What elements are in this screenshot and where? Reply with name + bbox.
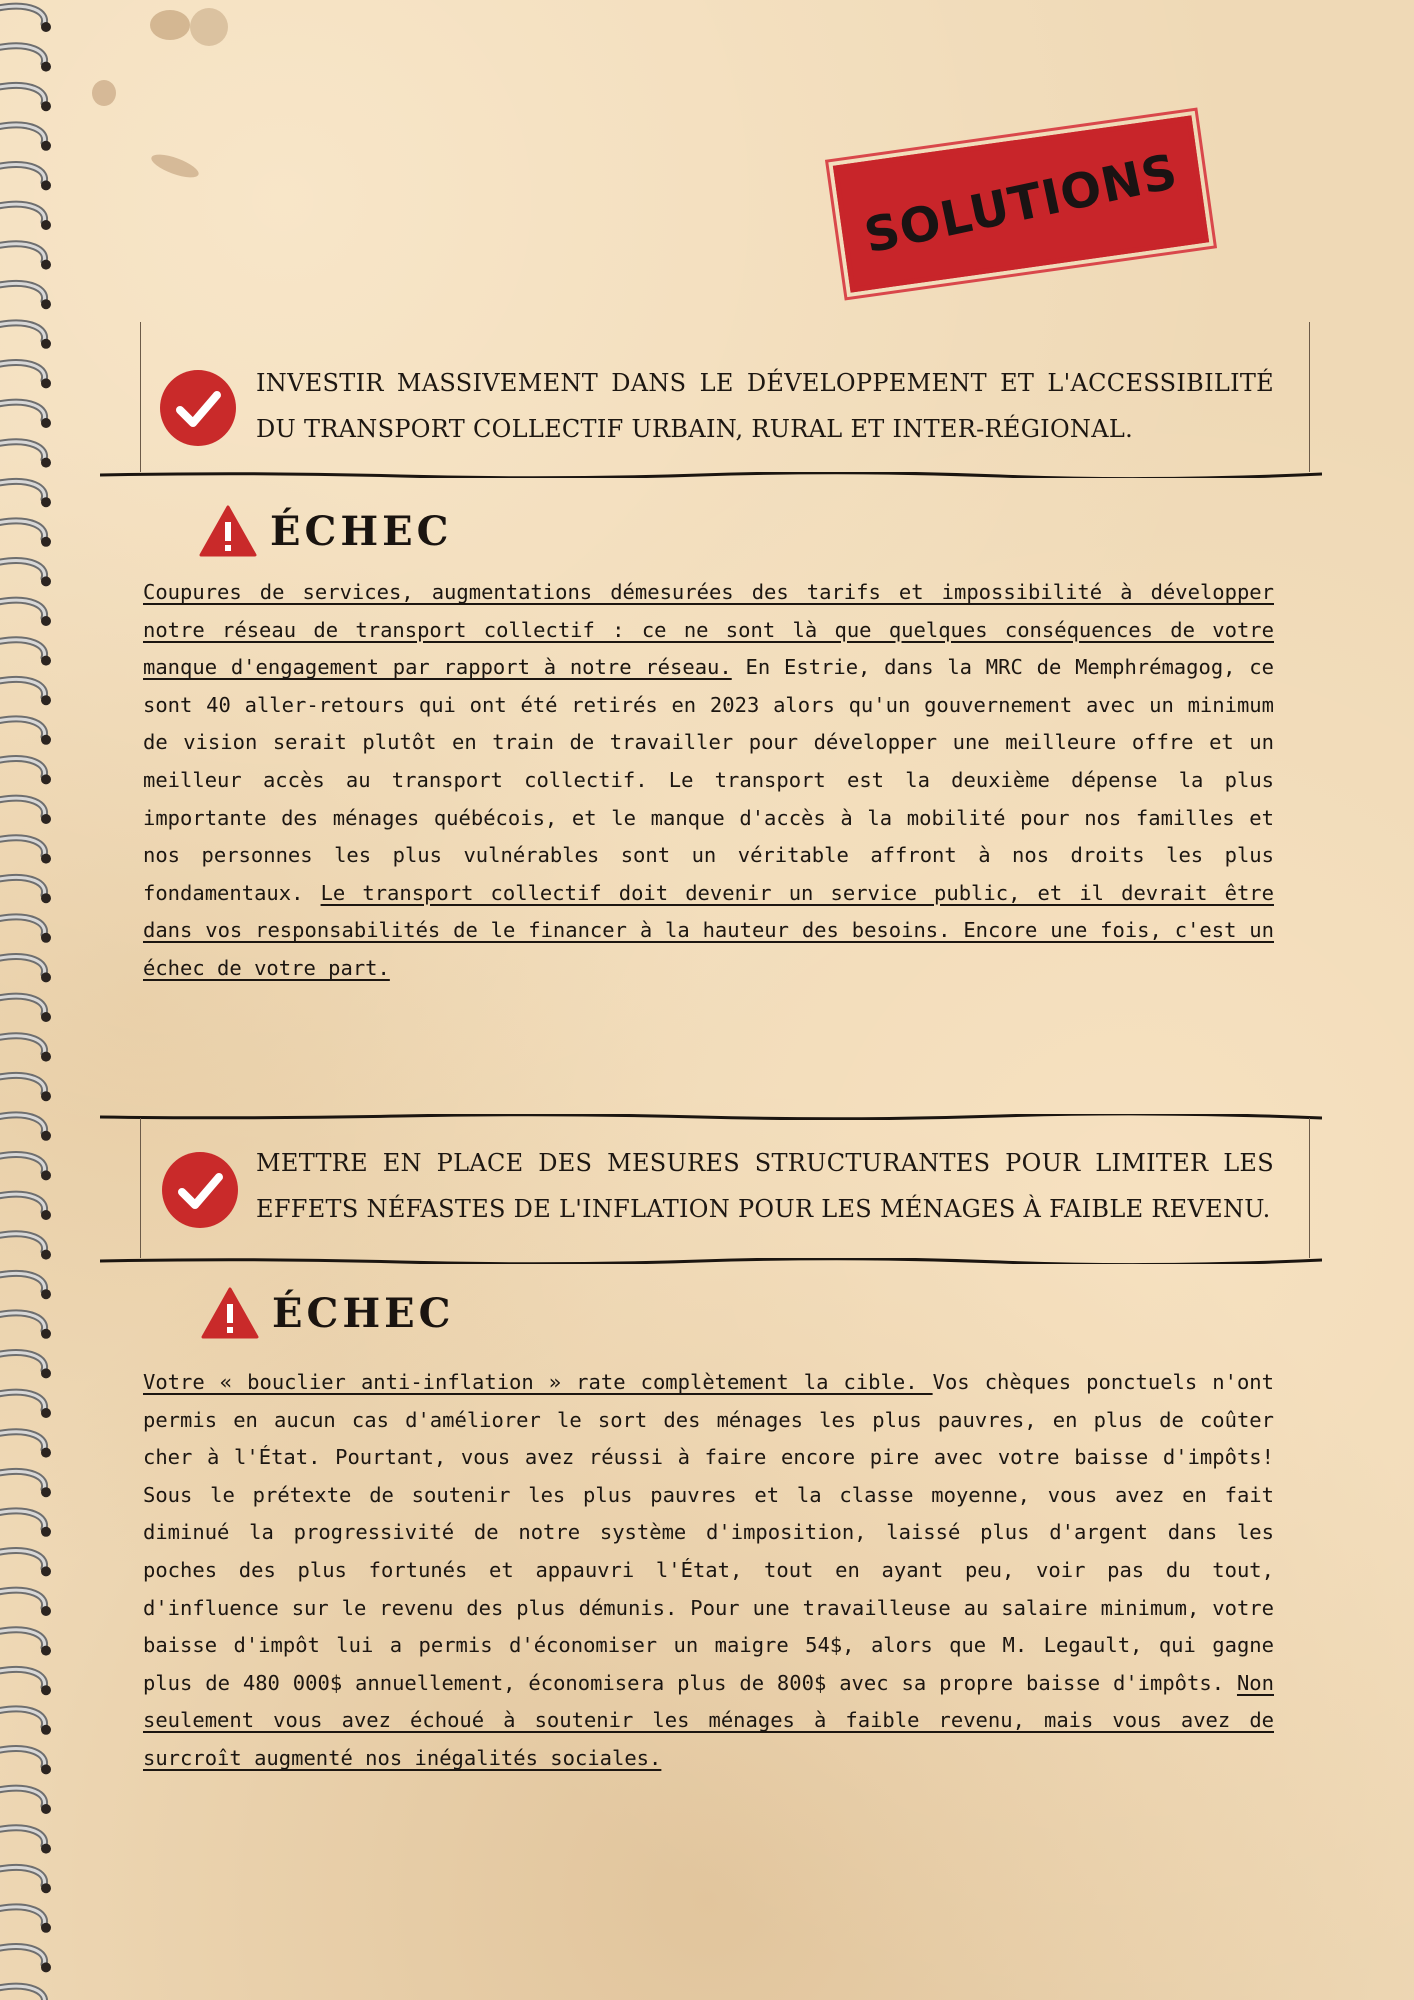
- solutions-stamp: [833, 115, 1209, 292]
- warning-triangle-icon: [198, 504, 258, 558]
- underlined-statement: Coupures de services, augmentations démesurées des tarifs et impossibilité à développer notre réseau de transport collectif : ce ne sont là que quelques conséquences de votre manque d'engagement par rapport à notre réseau.: [143, 580, 1274, 680]
- plain-text: En Estrie, dans la MRC de Memphrémagog, ce sont 40 aller-retours qui ont été retirés en 2023 alors qu'un gouvernement avec un minimum de vision serait plutôt en train de travailler pour développer une meilleure offre et un meilleur accès au transport collectif. Le transport est la deuxième dépense la plus importante des ménages québécois, et le manque d'accès à la mobilité pour nos familles et nos personnes les plus vulnérables sont un véritable affront à nos droits les plus fondamentaux.: [143, 655, 1274, 905]
- plain-text: Vos chèques ponctuels n'ont permis en aucun cas d'améliorer le sort des ménages les plus pauvres, en plus de coûter cher à l'État. Pourtant, vous avez réussi à faire encore pire avec votre baisse d'impôts! Sous le prétexte de soutenir les plus pauvres et la classe moyenne, vous avez en fait diminué la progressivité de notre système d'imposition, laissé plus d'argent dans les poches des plus fortunés et appauvri l'État, tout en ayant peu, voir pas du tout, d'influence sur le revenu des plus démunis. Pour une travailleuse au salaire minimum, votre baisse d'impôt lui a permis d'économiser un maigre 54$, alors que M. Legault, qui gagne plus de 480 000$ annuellement, économisera plus de 800$ avec sa propre baisse d'impôts.: [143, 1370, 1274, 1695]
- verdict-heading-2: ÉCHEC: [272, 1290, 455, 1337]
- underlined-statement: Non seulement vous avez échoué à soutenir les ménages à faible revenu, mais vous avez de surcroît augmenté nos inégalités sociales.: [143, 1670, 1274, 1770]
- torn-edge-divider: [100, 472, 1322, 478]
- underlined-statement: Votre « bouclier anti-inflation » rate complètement la cible.: [143, 1370, 933, 1394]
- warning-triangle-icon: [200, 1286, 260, 1340]
- coffee-stain: [92, 80, 116, 106]
- spiral-binding-icon: [0, 0, 64, 2000]
- coffee-stain: [150, 10, 190, 40]
- solution-text-1: INVESTIR MASSIVEMENT DANS LE DÉVELOPPEMENT ET L'ACCESSIBILITÉ DU TRANSPORT COLLECTIF URBAIN, RURAL ET INTER-RÉGIONAL.: [256, 369, 1274, 443]
- verdict-heading-1: ÉCHEC: [270, 508, 453, 555]
- stamp-label: SOLUTIONS: [859, 143, 1183, 265]
- body-paragraph-2: [143, 1364, 1274, 1778]
- solution-text-2: METTRE EN PLACE DES MESURES STRUCTURANTES POUR LIMITER LES EFFETS NÉFASTES DE L'INFLATION POUR LES MÉNAGES À FAIBLE REVENU.: [256, 1149, 1274, 1223]
- body-paragraph-1: [143, 574, 1274, 988]
- coffee-stain: [190, 8, 228, 46]
- coffee-stain: [149, 150, 201, 182]
- check-circle-icon: [158, 368, 238, 448]
- torn-edge-divider: [100, 1258, 1322, 1264]
- check-circle-icon: [160, 1150, 240, 1230]
- underlined-statement: Le transport collectif doit devenir un service public, et il devrait être dans vos responsabilités de le financer à la hauteur des besoins. Encore une fois, c'est un échec de votre part.: [143, 880, 1274, 980]
